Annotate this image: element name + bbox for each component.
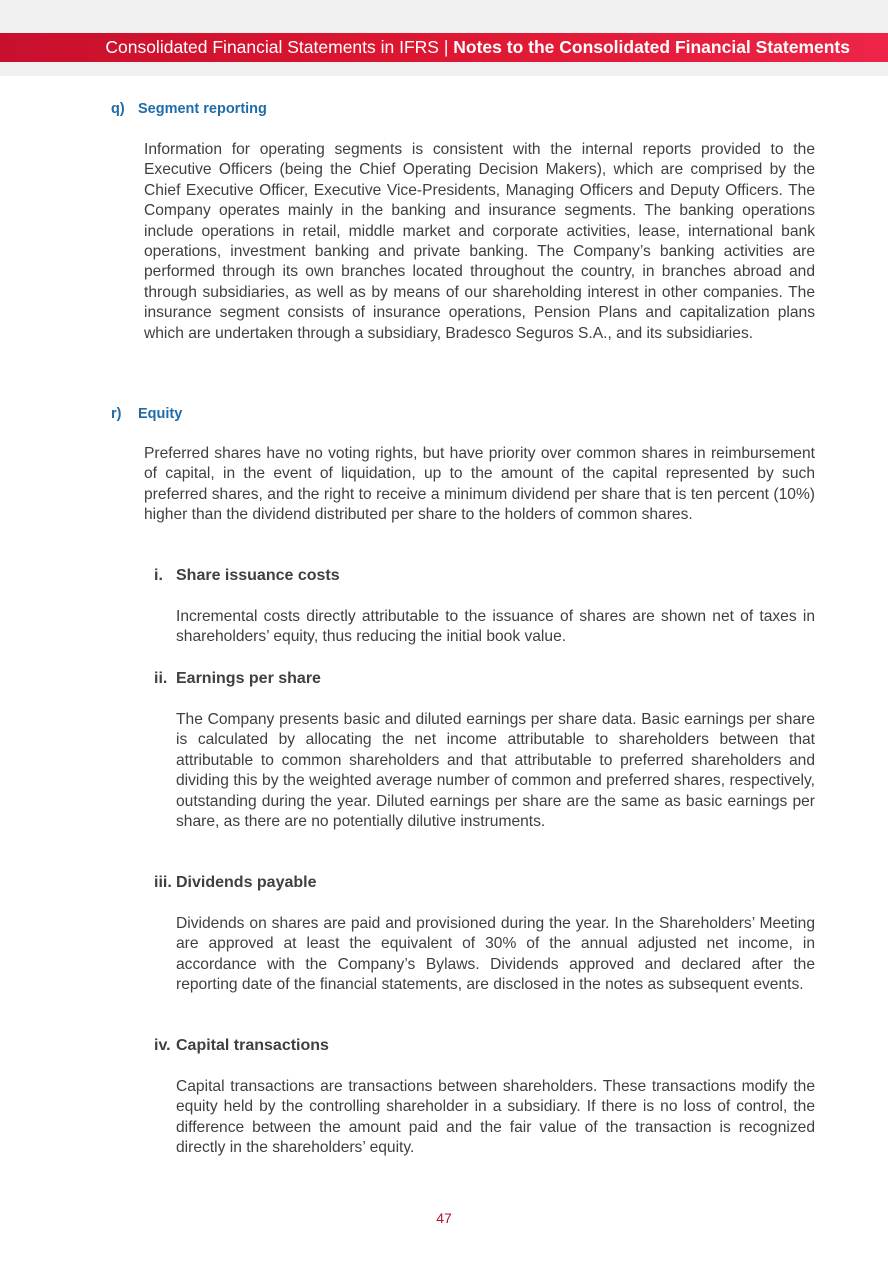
top-margin-strip: [0, 0, 888, 33]
subsection-title: Share issuance costs: [176, 567, 340, 584]
section-title: Equity: [138, 406, 183, 422]
share-issuance-costs-paragraph: Incremental costs directly attributable to the issuance of shares are shown net of taxes in shareholders’ equity, thus reducing the initial book value.: [176, 608, 815, 646]
header-title-regular: Consolidated Financial Statements in IFRS |: [105, 37, 454, 57]
section-letter: q): [111, 101, 125, 117]
dividends-payable-paragraph: Dividends on shares are paid and provisioned during the year. In the Shareholders’ Meeting are approved at least the equivalent of 30% of the annual adjusted net income, in accordance with the Company’s Bylaws. Dividends approved and declared after the reporting date of the financial statements, are disclosed in the notes as subsequent events.: [176, 915, 815, 994]
subsection-heading-earnings-per-share: [154, 670, 321, 688]
section-title: Segment reporting: [138, 101, 267, 117]
header-title: [105, 36, 850, 58]
subsection-number: ii.: [154, 670, 168, 687]
header-title-bold: Notes to the Consolidated Financial Statements: [453, 37, 850, 57]
equity-paragraph: Preferred shares have no voting rights, but have priority over common shares in reimbursement of capital, in the event of liquidation, up to the amount of the capital represented by such preferred shares, and the right to receive a minimum dividend per share that is ten percent (10%) higher than the dividend distributed per share to the holders of common shares.: [144, 445, 815, 524]
subsection-number: iii.: [154, 874, 172, 891]
document-header-band: [0, 33, 888, 62]
page-number: 47: [436, 1210, 452, 1226]
section-letter: r): [111, 406, 122, 422]
subsection-heading-dividends-payable: [154, 874, 317, 892]
subsection-title: Earnings per share: [176, 670, 321, 687]
capital-transactions-paragraph: Capital transactions are transactions between shareholders. These transactions modify the equity held by the controlling shareholder in a subsidiary. If there is no loss of control, the difference between the amount paid and the fair value of the transaction is recognized directly in the shareholders’ equity.: [176, 1078, 815, 1157]
section-heading-equity: [111, 406, 182, 422]
header-under-strip: [0, 62, 888, 76]
subsection-title: Dividends payable: [176, 874, 317, 891]
section-heading-segment-reporting: [111, 101, 267, 117]
earnings-per-share-paragraph: The Company presents basic and diluted earnings per share data. Basic earnings per share is calculated by allocating the net income attributable to shareholders between that attributable to common shareholders and that attributable to preferred shareholders and dividing this by the weighted average number of common and preferred shares, respectively, outstanding during the year. Diluted earnings per share are the same as basic earnings per share, as there are no potentially dilutive instruments.: [176, 711, 815, 831]
subsection-number: iv.: [154, 1037, 171, 1054]
segment-reporting-paragraph: Information for operating segments is consistent with the internal reports provided to the Executive Officers (being the Chief Operating Decision Makers), which are comprised by the Chief Executive Officer, Executive Vice-Presidents, Managing Officers and Deputy Officers. The Company operates mainly in the banking and insurance segments. The banking operations include operations in retail, middle market and corporate activities, lease, international bank operations, investment banking and private banking. The Company’s banking activities are performed through its own branches located throughout the country, in branches abroad and through subsidiaries, as well as by means of our shareholding interest in other companies. The insurance segment consists of insurance operations, Pension Plans and capitalization plans which are undertaken through a subsidiary, Bradesco Seguros S.A., and its subsidiaries.: [144, 141, 815, 342]
subsection-heading-share-issuance-costs: [154, 567, 340, 585]
subsection-title: Capital transactions: [176, 1037, 329, 1054]
subsection-heading-capital-transactions: [154, 1037, 329, 1055]
subsection-number: i.: [154, 567, 163, 584]
